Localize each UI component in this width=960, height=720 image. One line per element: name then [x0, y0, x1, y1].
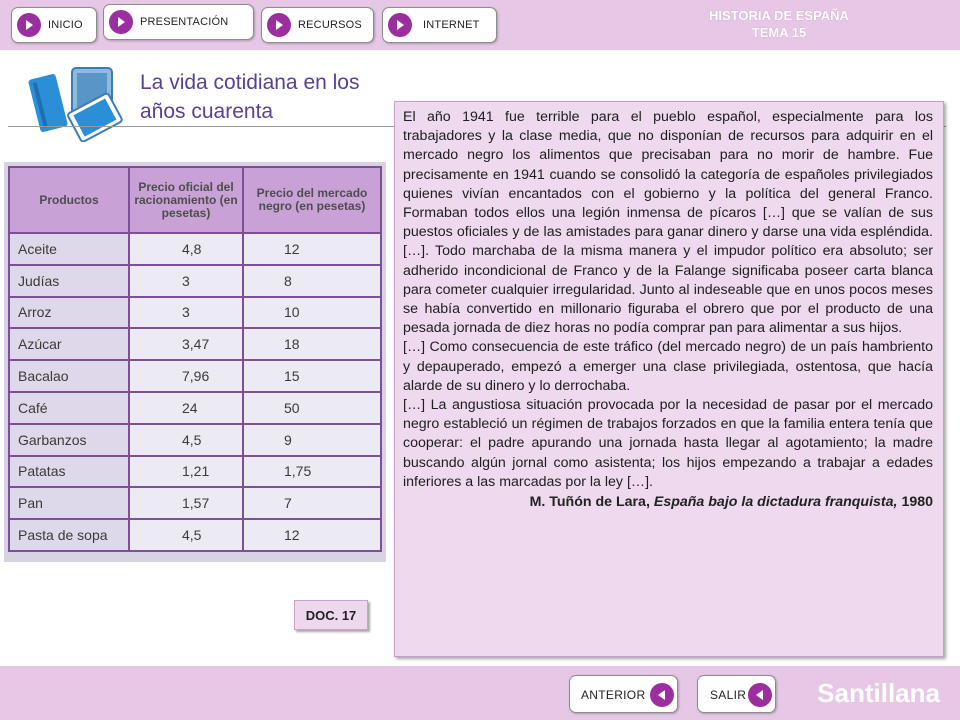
table-row	[9, 265, 381, 297]
unit-title: TEMA 15	[751, 25, 807, 40]
black-market-price-cell: 12	[243, 519, 381, 551]
quote-paragraph-3: […] La angustiosa situación provocada por la necesidad de pasar por el mercado negro estableció un régimen de trabajos forzados en que la familia entera tenía que cooperar: el padre apurando una jornada hasta llegar al agotamiento; la madre buscando algún jornal como asistenta; los hijos empezando a trabajar a edades inferiores a las marcadas por la ley […].	[403, 397, 933, 490]
prices-table-figure	[4, 162, 386, 562]
book-icon	[28, 66, 128, 142]
official-price-cell: 4,5	[129, 519, 243, 551]
product-cell: Azúcar	[9, 328, 129, 360]
black-market-price-cell: 50	[243, 392, 381, 424]
brand-logo: Santillana	[817, 678, 940, 708]
quote-author: M. Tuñón de Lara,	[529, 494, 650, 511]
anterior-label: ANTERIOR	[581, 688, 646, 702]
official-price-cell: 4,8	[129, 233, 243, 265]
official-price-cell: 1,21	[129, 456, 243, 488]
arrow-right-icon	[388, 13, 412, 37]
arrow-right-icon	[267, 13, 291, 37]
black-market-price-cell: 12	[243, 233, 381, 265]
arrow-left-icon	[650, 683, 674, 707]
page-title-line-1: La vida cotidiana en los	[140, 71, 360, 94]
black-market-price-cell: 15	[243, 360, 381, 392]
black-market-price-cell: 7	[243, 487, 381, 519]
quote-paragraph-1: El año 1941 fue terrible para el pueblo español, especialmente para los trabajadores y la clase media, que no disponían de recursos para adquirir en el mercado negro los alimentos que precisaban para no morir de hambre. Fue precisamente en 1941 cuando se consolidó la categoría de españoles privilegiados quienes vivían encantados con el gobierno y la política del general Franco. Formaban todos ellos una legión inmensa de pícaros […] que se valían de sus puestos oficiales y de las amistades para ganar dinero y darse una vida espléndida. […]. Todo marchaba de la misma manera y el impudor político era absoluto; ser adherido incondicional de Franco y de la Falange significaba poseer carta blanca para cometer cualquier irregularidad. Junto al indeseable que en unos pocos meses se había convertido en millonario figuraba el obrero que por el producto de una pesada jornada de diez horas no podía comprar pan para alimentar a sus hijos.	[403, 109, 933, 337]
table-row	[9, 360, 381, 392]
product-cell: Judías	[9, 265, 129, 297]
table-row	[9, 328, 381, 360]
table-header-row	[9, 167, 381, 233]
black-market-price-cell: 18	[243, 328, 381, 360]
product-cell: Bacalao	[9, 360, 129, 392]
column-header: Precio oficial del racionamiento (en pesetas)	[129, 167, 243, 233]
subject-header	[686, 7, 872, 41]
official-price-cell: 3	[129, 265, 243, 297]
subject-title: HISTORIA DE ESPAÑA	[709, 8, 849, 23]
internet-button[interactable]	[382, 7, 497, 43]
internet-label: INTERNET	[423, 19, 480, 31]
official-price-cell: 4,5	[129, 424, 243, 456]
product-cell: Garbanzos	[9, 424, 129, 456]
product-cell: Pasta de sopa	[9, 519, 129, 551]
column-header: Productos	[9, 167, 129, 233]
arrow-left-icon	[748, 683, 772, 707]
table-row	[9, 233, 381, 265]
official-price-cell: 3,47	[129, 328, 243, 360]
inicio-button[interactable]	[11, 7, 97, 43]
quote-year: 1980	[901, 494, 933, 511]
recursos-button[interactable]	[261, 7, 374, 43]
official-price-cell: 7,96	[129, 360, 243, 392]
table-row	[9, 487, 381, 519]
presentacion-label: PRESENTACIÓN	[140, 16, 229, 28]
inicio-label: INICIO	[48, 19, 83, 31]
page-title-line-2: años cuarenta	[140, 100, 274, 123]
product-cell: Aceite	[9, 233, 129, 265]
anterior-button[interactable]	[569, 675, 678, 713]
table-row	[9, 297, 381, 329]
doc-label: DOC. 17	[294, 600, 368, 630]
official-price-cell: 1,57	[129, 487, 243, 519]
prices-table	[8, 166, 382, 552]
recursos-label: RECURSOS	[298, 19, 362, 31]
product-cell: Patatas	[9, 456, 129, 488]
official-price-cell: 3	[129, 297, 243, 329]
black-market-price-cell: 9	[243, 424, 381, 456]
black-market-price-cell: 10	[243, 297, 381, 329]
column-header: Precio del mercado negro (en pesetas)	[243, 167, 381, 233]
quote-book: España bajo la dictadura franquista,	[653, 494, 898, 511]
table-row	[9, 519, 381, 551]
black-market-price-cell: 8	[243, 265, 381, 297]
salir-label: SALIR	[710, 688, 747, 702]
quotation-box	[394, 101, 944, 657]
quote-reference	[403, 493, 933, 512]
quote-paragraph-2: […] Como consecuencia de este tráfico (del mercado negro) de un país hambriento y depauperado, empezó a emerger una clase privilegiada, ostentosa, que hacía alarde de su dinero y lo derrochaba.	[403, 339, 933, 394]
arrow-right-icon	[109, 10, 133, 34]
black-market-price-cell: 1,75	[243, 456, 381, 488]
table-row	[9, 424, 381, 456]
salir-button[interactable]	[697, 675, 776, 713]
product-cell: Café	[9, 392, 129, 424]
arrow-right-icon	[17, 13, 41, 37]
product-cell: Arroz	[9, 297, 129, 329]
product-cell: Pan	[9, 487, 129, 519]
table-row	[9, 456, 381, 488]
presentacion-button[interactable]	[103, 4, 254, 40]
page-title	[140, 68, 400, 126]
official-price-cell: 24	[129, 392, 243, 424]
table-row	[9, 392, 381, 424]
